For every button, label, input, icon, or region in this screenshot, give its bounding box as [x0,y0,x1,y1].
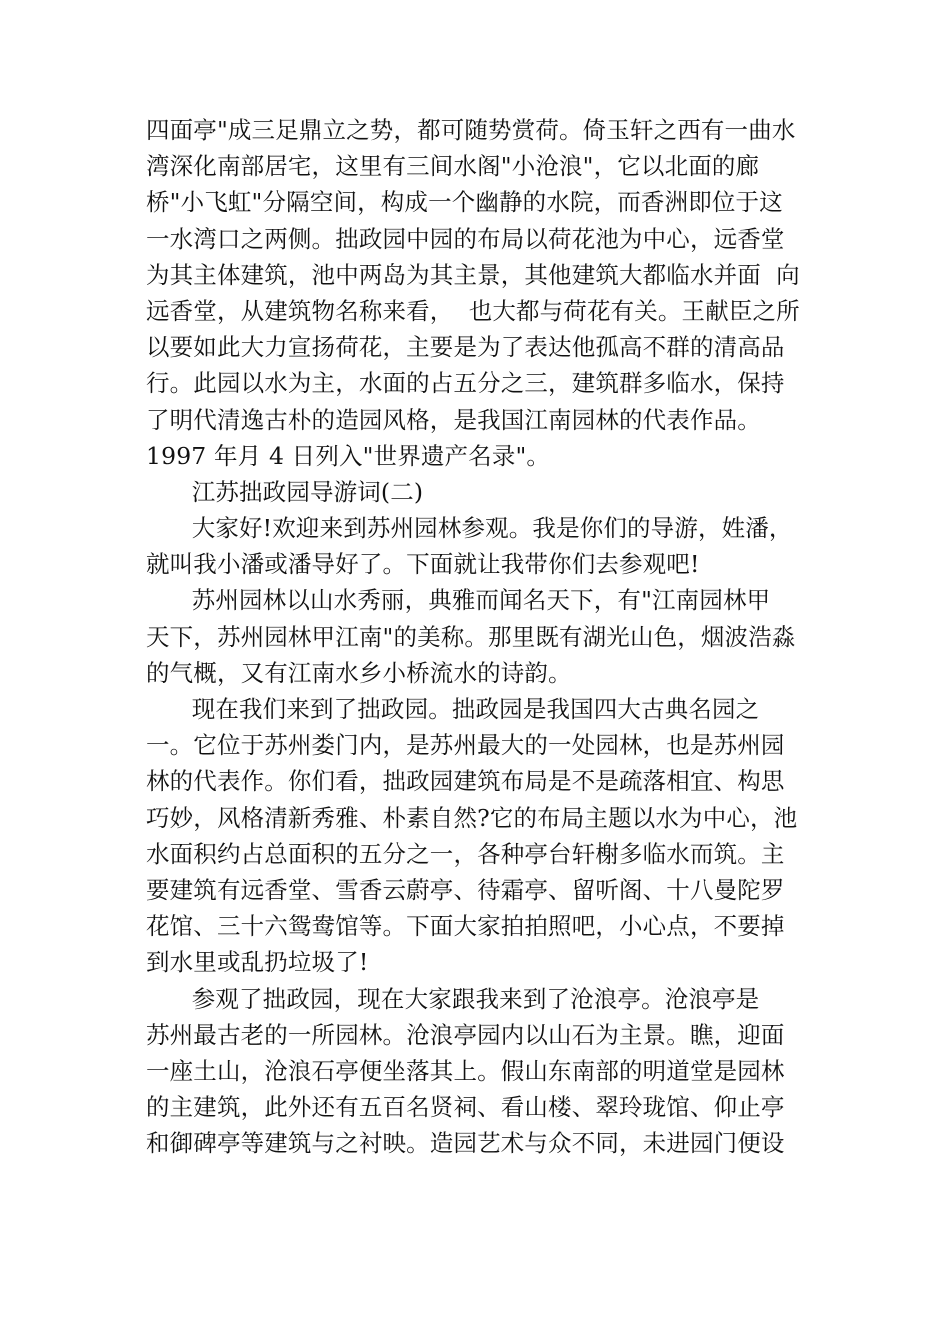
text-line: 为其主体建筑，池中两岛为其主景，其他建筑大都临水并面 向 [146,260,800,289]
text-line: 了明代清逸古朴的造园风格，是我国江南园林的代表作品。 [146,405,761,434]
text-line: 一。它位于苏州娄门内，是苏州最大的一处园林，也是苏州园 [146,731,785,760]
text-line: 桥"小飞虹"分隔空间，构成一个幽静的水院，而香洲即位于这 [146,188,783,217]
text-line: 的主建筑，此外还有五百名贤祠、看山楼、翠玲珑馆、仰止亭 [146,1093,785,1122]
text-line: 花馆、三十六鸳鸯馆等。下面大家拍拍照吧，小心点，不要掉 [146,912,785,941]
text-line: 水面积约占总面积的五分之一，各种亭台轩榭多临水而筑。主 [146,839,785,868]
text-line: 参观了拙政园，现在大家跟我来到了沧浪亭。沧浪亭是 [146,984,760,1013]
text-line: 1997 年月 4 日列入"世界遗产名录"。 [146,441,551,470]
text-line: 到水里或乱扔垃圾了! [146,948,369,977]
text-line: 苏州园林以山水秀丽，典雅而闻名天下，有"江南园林甲 [146,586,771,615]
section-title: 江苏拙政园导游词(二) [146,477,424,506]
text-line: 现在我们来到了拙政园。拙政园是我国四大古典名园之 [146,695,760,723]
text-line: 一座土山，沧浪石亭便坐落其上。假山东南部的明道堂是园林 [146,1056,785,1085]
text-line: 湾深化南部居宅，这里有三间水阁"小沧浪"，它以北面的廊 [146,152,760,181]
document-body [146,112,816,1161]
text-line: 天下，苏州园林甲江南"的美称。那里既有湖光山色，烟波浩淼 [146,622,796,651]
text-line: 的气概，又有江南水乡小桥流水的诗韵。 [146,658,572,687]
text-line: 巧妙，风格清新秀雅、朴素自然?它的布局主题以水为中心，池 [146,803,798,832]
text-line: 行。此园以水为主，水面的占五分之三，建筑群多临水，保持 [146,369,785,398]
text-line: 苏州最古老的一所园林。沧浪亭园内以山石为主景。瞧，迎面 [146,1020,785,1049]
text-line: 一水湾口之两侧。拙政园中园的布局以荷花池为中心，远香堂 [146,224,785,253]
text-line: 林的代表作。你们看，拙政园建筑布局是不是疏落相宜、构思 [146,767,785,796]
text-line: 要建筑有远香堂、雪香云蔚亭、待霜亭、留听阁、十八曼陀罗 [146,875,785,904]
text-line: 和御碑亭等建筑与之衬映。造园艺术与众不同，未进园门便设 [146,1129,785,1158]
text-line: 就叫我小潘或潘导好了。下面就让我带你们去参观吧! [146,550,700,579]
text-line: 以要如此大力宣扬荷花，主要是为了表达他孤高不群的清高品 [146,333,785,362]
text-line: 远香堂，从建筑物名称来看， 也大都与荷花有关。王献臣之所 [146,296,800,325]
text-line: 四面亭"成三足鼎立之势，都可随势赏荷。倚玉轩之西有一曲水 [146,116,796,144]
text-line: 大家好!欢迎来到苏州园林参观。我是你们的导游，姓潘， [146,514,793,543]
